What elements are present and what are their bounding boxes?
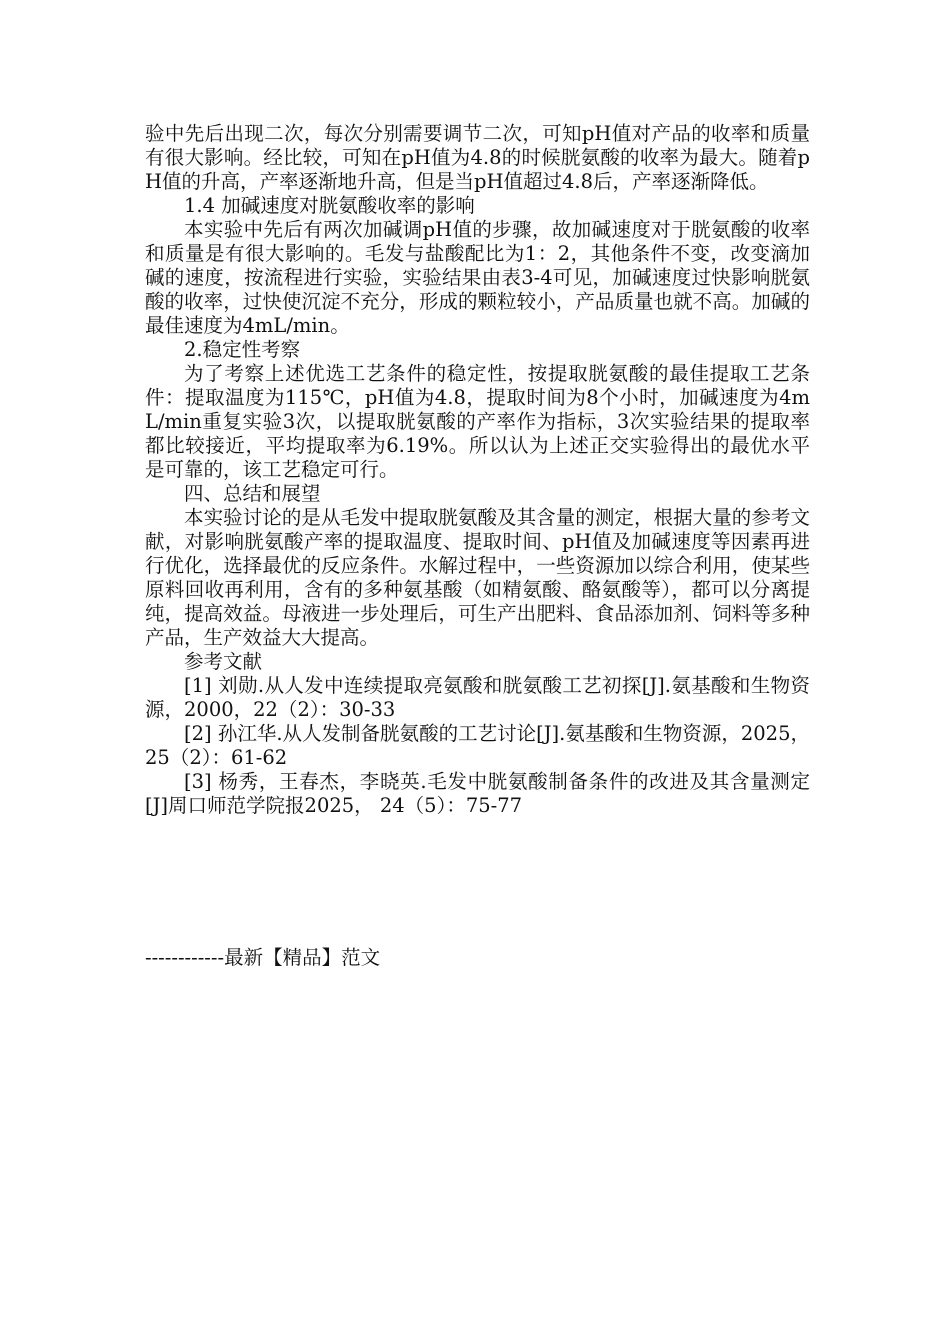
section-heading-summary: 四、总结和展望 — [184, 482, 321, 505]
paragraph-stability: 为了考察上述优选工艺条件的稳定性，按提取胱氨酸的最佳提取工艺条件：提取温度为115℃，pH值为4.8，提取时间为8个小时，加碱速度为4mL/min重复实验3次，以提取胱氨酸的产率作为指标，3次实验结果的提取率都比较接近，平均提取率为6.19%。所以认为上述正交实验得出的最优水平是可靠的，该工艺稳定可行。 — [145, 362, 810, 481]
paragraph-ph-conclusion: 验中先后出现二次，每次分别需要调节二次，可知pH值对产品的收率和质量有很大影响。经比较，可知在pH值为4.8的时候胱氨酸的收率为最大。随着pH值的升高，产率逐渐地升高，但是当pH值超过4.8后，产率逐渐降低。 — [145, 122, 810, 193]
reference-item-1: [1] 刘勋.从人发中连续提取亮氨酸和胱氨酸工艺初探[J].氨基酸和生物资源，2000，22（2）：30-33 — [145, 674, 810, 721]
paragraph-summary: 本实验讨论的是从毛发中提取胱氨酸及其含量的测定，根据大量的参考文献，对影响胱氨酸产率的提取温度、提取时间、pH值及加碱速度等因素再进行优化，选择最优的反应条件。水解过程中，一些资源加以综合利用，使某些原料回收再利用，含有的多种氨基酸（如精氨酸、酪氨酸等），都可以分离提纯，提高效益。母液进一步处理后，可生产出肥料、食品添加剂、饲料等多种产品，生产效益大大提高。 — [145, 506, 810, 649]
page-footer: ------------最新【精品】范文 — [145, 946, 381, 969]
reference-item-2: [2] 孙江华.从人发制备胱氨酸的工艺讨论[J].氨基酸和生物资源，2025，25（2）：61-62 — [145, 722, 810, 769]
section-heading-1-4: 1.4 加碱速度对胱氨酸收率的影响 — [184, 194, 475, 217]
references-heading: 参考文献 — [184, 650, 263, 673]
document-body — [145, 122, 810, 818]
section-heading-stability: 2.稳定性考察 — [184, 338, 301, 361]
reference-item-3: [3] 杨秀，王春杰，李晓英.毛发中胱氨酸制备条件的改进及其含量测定[J]周口师范学院报2025， 24（5）：75-77 — [145, 770, 810, 817]
paragraph-alkali-speed: 本实验中先后有两次加碱调pH值的步骤，故加碱速度对于胱氨酸的收率和质量是有很大影响的。毛发与盐酸配比为1：2，其他条件不变，改变滴加碱的速度，按流程进行实验，实验结果由表3-4可见，加碱速度过快影响胱氨酸的收率，过快使沉淀不充分，形成的颗粒较小，产品质量也就不高。加碱的最佳速度为4mL/min。 — [145, 218, 810, 337]
